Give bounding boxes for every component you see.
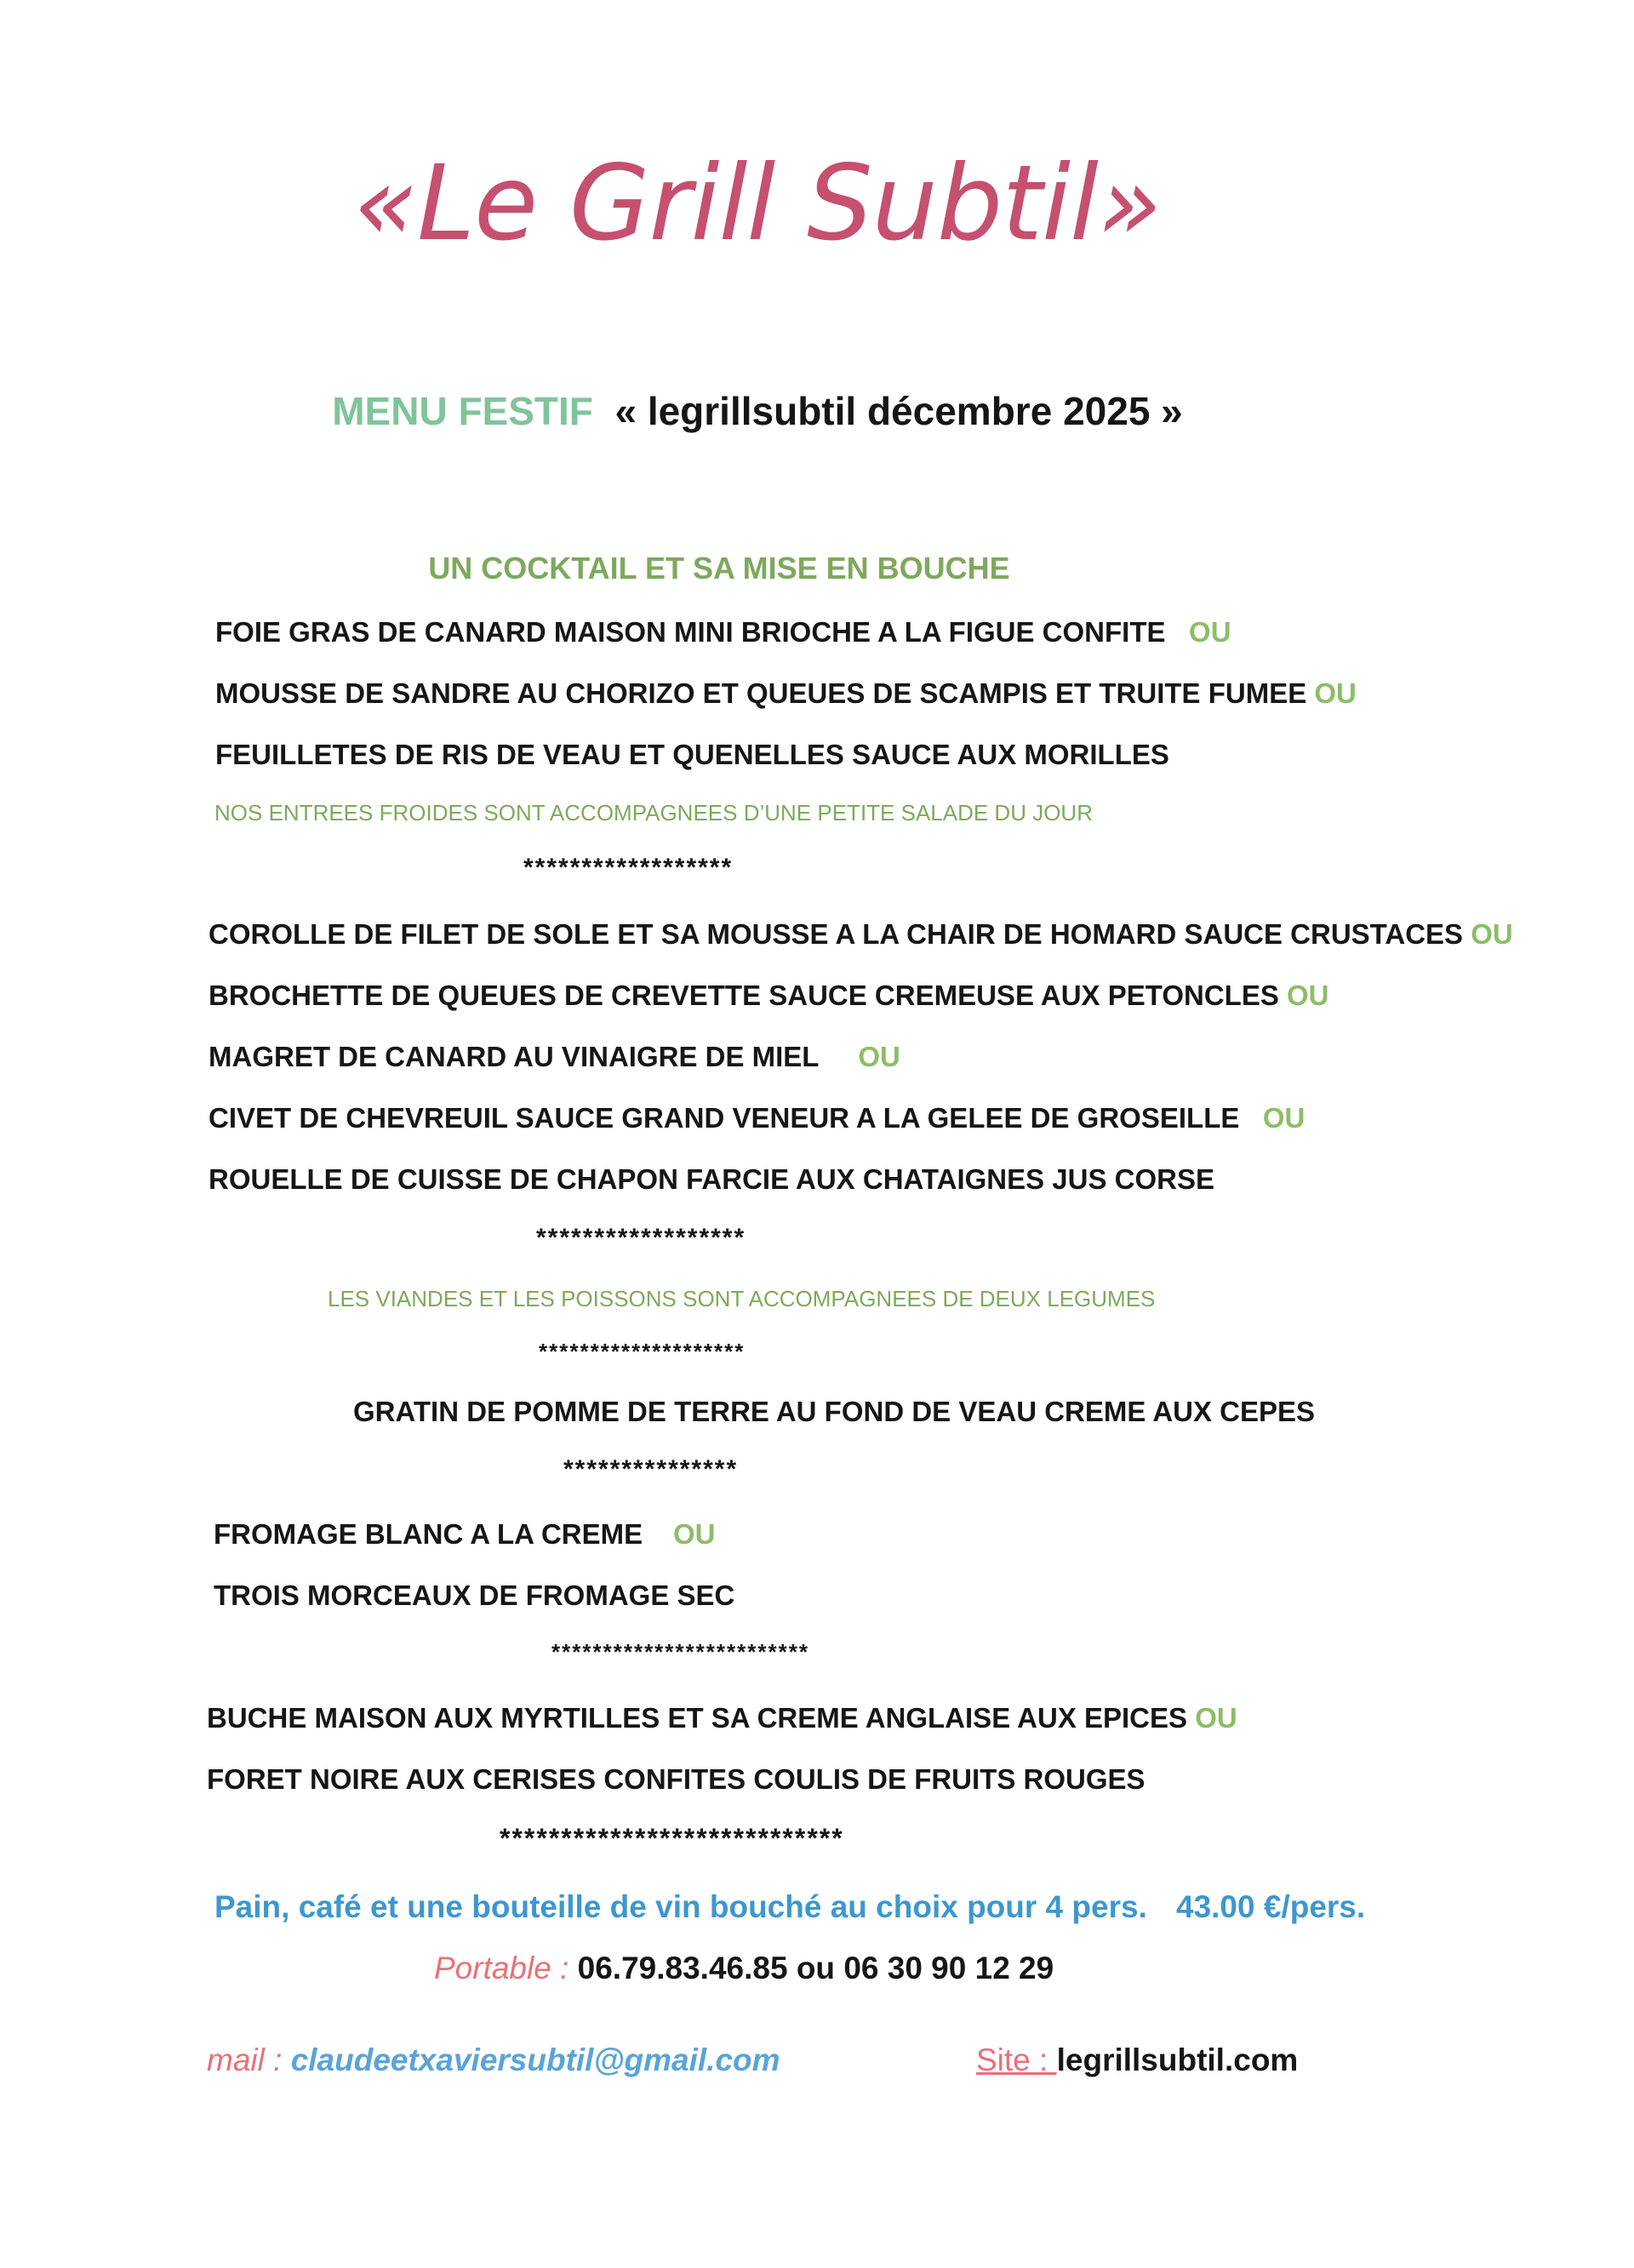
dessert-item: [207, 1704, 1237, 1732]
separator-stars: ****************************: [500, 1823, 844, 1854]
separator-stars: ********************: [539, 1339, 746, 1364]
plat-item: [209, 1104, 1305, 1132]
plat-item: [209, 920, 1513, 948]
ou-label: OU: [1189, 616, 1231, 648]
menu-heading: [0, 391, 1515, 431]
entree-item: [215, 618, 1231, 646]
dish-label: BUCHE MAISON AUX MYRTILLES ET SA CREME ANGLAISE AUX EPICES: [207, 1702, 1188, 1734]
mail-line: [207, 2044, 780, 2076]
entree-item: [215, 740, 1169, 768]
fromage-item: [214, 1518, 716, 1550]
site-link[interactable]: legrillsubtil.com: [1056, 2042, 1299, 2077]
site-line: [976, 2044, 1298, 2076]
included-items: Pain, café et une bouteille de vin bouché au choix pour 4 pers.: [214, 1889, 1147, 1924]
ou-label: OU: [858, 1041, 900, 1072]
ou-label: OU: [1287, 980, 1329, 1011]
ou-label: OU: [1314, 677, 1357, 709]
dish-label: FOIE GRAS DE CANARD MAISON MINI BRIOCHE A LA FIGUE CONFITE: [215, 616, 1166, 648]
mail-label: mail :: [207, 2042, 291, 2077]
menu-label: MENU FESTIF: [332, 389, 593, 433]
phone-line: [434, 1952, 1054, 1984]
site-label: Site :: [976, 2042, 1057, 2077]
dessert-item: FORET NOIRE AUX CERISES CONFITES COULIS DE FRUITS ROUGES: [207, 1763, 1146, 1795]
plats-note: LES VIANDES ET LES POISSONS SONT ACCOMPAGNEES DE DEUX LEGUMES: [328, 1286, 1156, 1311]
gratin-item: GRATIN DE POMME DE TERRE AU FOND DE VEAU CREME AUX CEPES: [353, 1396, 1316, 1427]
price: 43.00 €/pers.: [1176, 1889, 1366, 1924]
dish-label: BROCHETTE DE QUEUES DE CREVETTE SAUCE CREMEUSE AUX PETONCLES: [209, 980, 1279, 1011]
menu-subtitle: « legrillsubtil décembre 2025 »: [614, 389, 1183, 433]
restaurant-title: «Le Grill Subtil»: [353, 143, 1162, 264]
separator-stars: ***************: [563, 1455, 739, 1483]
separator-stars: *************************: [551, 1639, 809, 1665]
ou-label: OU: [673, 1518, 716, 1550]
separator-stars: ******************: [536, 1224, 746, 1252]
plat-item: [209, 1165, 1214, 1193]
ou-label: OU: [1471, 918, 1513, 950]
aperitif-heading: UN COCKTAIL ET SA MISE EN BOUCHE: [428, 551, 1010, 586]
entree-item: [215, 679, 1357, 707]
dish-label: CIVET DE CHEVREUIL SAUCE GRAND VENEUR A LA GELEE DE GROSEILLE: [209, 1102, 1240, 1134]
dish-label: MOUSSE DE SANDRE AU CHORIZO ET QUEUES DE SCAMPIS ET TRUITE FUMEE: [215, 677, 1307, 709]
dish-label: MAGRET DE CANARD AU VINAIGRE DE MIEL: [209, 1041, 820, 1072]
dish-label: FEUILLETES DE RIS DE VEAU ET QUENELLES SAUCE AUX MORILLES: [215, 739, 1169, 770]
plat-item: [209, 1043, 900, 1071]
dish-label: FROMAGE BLANC A LA CREME: [214, 1518, 643, 1550]
plat-item: [209, 981, 1329, 1009]
phone-numbers: 06.79.83.46.85 ou 06 30 90 12 29: [577, 1951, 1054, 1985]
phone-label: Portable :: [434, 1951, 578, 1985]
ou-label: OU: [1195, 1702, 1237, 1734]
dish-label: ROUELLE DE CUISSE DE CHAPON FARCIE AUX CHATAIGNES JUS CORSE: [209, 1163, 1215, 1195]
fromage-item: TROIS MORCEAUX DE FROMAGE SEC: [214, 1580, 735, 1611]
dish-label: COROLLE DE FILET DE SOLE ET SA MOUSSE A LA CHAIR DE HOMARD SAUCE CRUSTACES: [209, 918, 1464, 950]
ou-label: OU: [1262, 1102, 1305, 1134]
entrees-note: NOS ENTREES FROIDES SONT ACCOMPAGNEES D’UNE PETITE SALADE DU JOUR: [214, 800, 1093, 826]
mail-link[interactable]: claudeetxaviersubtil@gmail.com: [290, 2042, 780, 2077]
separator-stars: ******************: [523, 854, 734, 882]
